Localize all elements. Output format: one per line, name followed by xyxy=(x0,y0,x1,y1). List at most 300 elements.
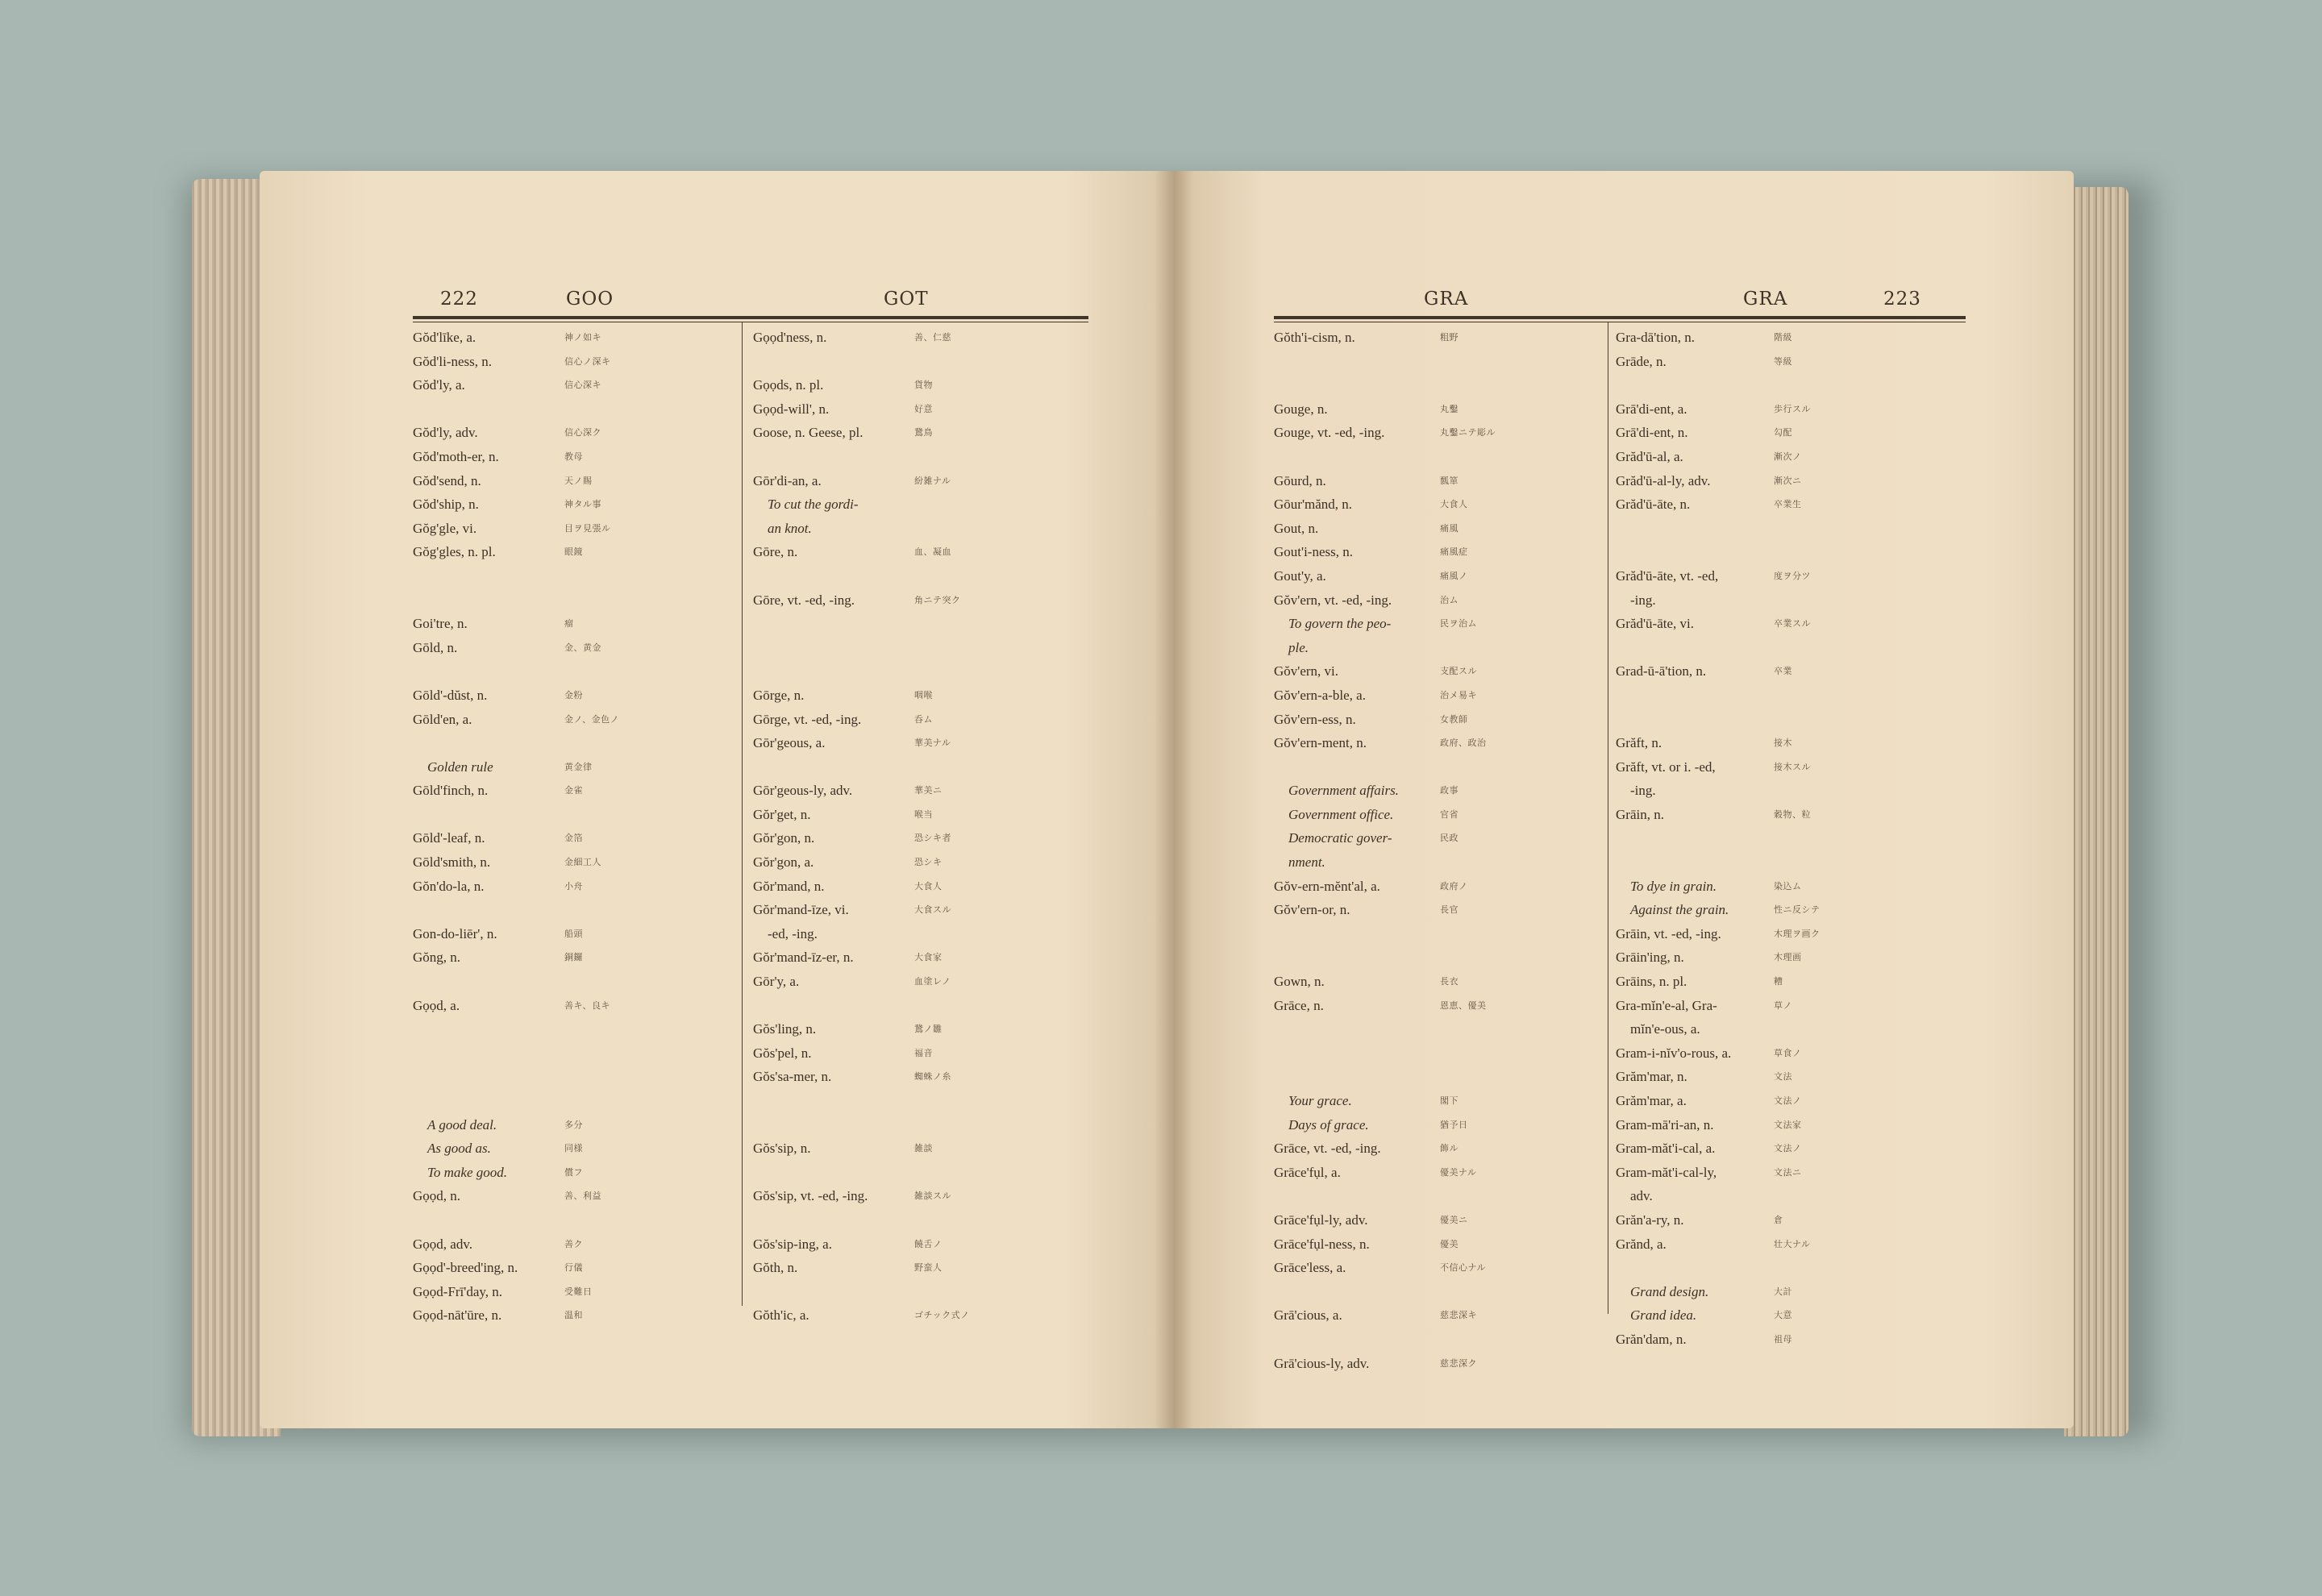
dictionary-entry xyxy=(1274,708,1600,732)
headword: Gŏv'ern-ess, n. xyxy=(1274,711,1356,727)
headword: -ed, -ing. xyxy=(768,925,818,941)
headword: Government office. xyxy=(1288,806,1394,822)
dictionary-entry xyxy=(413,779,735,803)
headword: Grăd'ū-al, a. xyxy=(1616,448,1683,464)
dictionary-entry xyxy=(413,1137,735,1161)
headword: Grāce'fụl, a. xyxy=(1274,1164,1341,1180)
headword: Grā'cious, a. xyxy=(1274,1307,1342,1324)
dictionary-entry xyxy=(413,850,735,875)
dictionary-entry xyxy=(1616,850,1966,875)
dictionary-entry xyxy=(753,708,1088,732)
definition: 猶予日 xyxy=(1440,1119,1468,1130)
definition: 鵞ノ雛 xyxy=(914,1024,943,1035)
definition: 治ム xyxy=(1440,594,1459,605)
headword: Gŏd'ship, n. xyxy=(413,497,479,513)
dictionary-entry xyxy=(1274,1017,1600,1041)
headword: Grā'cious-ly, adv. xyxy=(1274,1355,1370,1371)
definition: 痛風ノ xyxy=(1440,570,1468,581)
dictionary-entry xyxy=(413,994,735,1018)
dictionary-entry xyxy=(1274,612,1600,636)
dictionary-entry xyxy=(1616,397,1966,422)
page-number-left: 222 xyxy=(440,289,478,310)
definition: 接木スル xyxy=(1774,761,1811,772)
dictionary-entry xyxy=(753,517,1088,541)
dictionary-entry xyxy=(1616,469,1966,493)
definition: 倉 xyxy=(1774,1214,1783,1225)
headword: Government affairs. xyxy=(1288,783,1399,799)
headword: Gown, n. xyxy=(1274,974,1325,990)
dictionary-entry xyxy=(1274,1232,1600,1257)
headword: Gŏs'pel, n. xyxy=(753,1045,812,1061)
headword: Golden rule xyxy=(427,759,493,775)
dictionary-entry xyxy=(1274,350,1600,374)
definition: 文法ノ xyxy=(1774,1095,1802,1106)
guide-word-left-1: GOO xyxy=(566,289,614,310)
headword: Grā'di-ent, a. xyxy=(1616,401,1687,417)
dictionary-entry xyxy=(1616,803,1966,827)
definition: 祖母 xyxy=(1774,1333,1792,1345)
dictionary-entry xyxy=(413,1017,735,1041)
dictionary-entry xyxy=(1616,946,1966,970)
definition: 大食人 xyxy=(914,880,943,892)
dictionary-entry xyxy=(1274,850,1600,875)
dictionary-entry xyxy=(1616,326,1966,350)
headword: Gŏr'mand-īz-er, n. xyxy=(753,950,854,966)
dictionary-entry xyxy=(1274,397,1600,422)
headword: Gŏv-ern-mĕnt'al, a. xyxy=(1274,878,1380,894)
definition: 金雀 xyxy=(564,785,583,796)
dictionary-entry xyxy=(1616,421,1966,445)
definition: 慈悲深ク xyxy=(1440,1357,1477,1369)
definition: 金ノ、金色ノ xyxy=(564,713,620,725)
definition: 草ノ xyxy=(1774,1000,1792,1011)
dictionary-entry xyxy=(413,970,735,994)
dictionary-entry xyxy=(1274,517,1600,541)
headword: Grăd'ū-al-ly, adv. xyxy=(1616,472,1711,488)
dictionary-entry xyxy=(413,826,735,850)
definition: 同様 xyxy=(564,1143,583,1154)
headword: Gōurd, n. xyxy=(1274,472,1326,488)
dictionary-entry xyxy=(1616,970,1966,994)
dictionary-entry xyxy=(1616,994,1966,1018)
dictionary-entry xyxy=(753,898,1088,922)
column-divider xyxy=(742,322,743,1306)
dictionary-entry xyxy=(1616,708,1966,732)
dictionary-entry xyxy=(1616,779,1966,803)
dictionary-entry xyxy=(413,588,735,613)
headword: Gon-do-liēr', n. xyxy=(413,925,497,941)
definition: 瓢箪 xyxy=(1440,475,1459,486)
definition: 民ヲ治ム xyxy=(1440,618,1477,630)
headword: Gọọd-nāt'ūre, n. xyxy=(413,1307,502,1324)
dictionary-entry xyxy=(1274,540,1600,564)
dictionary-entry xyxy=(1616,1137,1966,1161)
headword: Gōr'geous-ly, adv. xyxy=(753,783,853,799)
definition: 勾配 xyxy=(1774,427,1792,438)
definition: 階級 xyxy=(1774,332,1792,343)
dictionary-entry xyxy=(1274,636,1600,660)
dictionary-entry xyxy=(413,755,735,779)
definition: 文法 xyxy=(1774,1071,1792,1083)
definition: 等級 xyxy=(1774,355,1792,367)
header-rule xyxy=(1274,316,1966,319)
dictionary-entry xyxy=(1274,779,1600,803)
dictionary-entry xyxy=(413,1208,735,1232)
dictionary-entry xyxy=(753,875,1088,899)
dictionary-entry xyxy=(1616,875,1966,899)
definition: 漸次ニ xyxy=(1774,475,1802,486)
definition: 政府、政治 xyxy=(1440,738,1487,749)
headword: Gout, n. xyxy=(1274,520,1319,536)
definition: 慈悲深キ xyxy=(1440,1310,1477,1321)
dictionary-entry xyxy=(1616,826,1966,850)
definition: 善、仁慈 xyxy=(914,332,951,343)
definition: 金粉 xyxy=(564,689,583,700)
headword: Gŏs'sip, vt. -ed, -ing. xyxy=(753,1188,868,1204)
dictionary-entry xyxy=(753,755,1088,779)
dictionary-entry xyxy=(413,636,735,660)
definition: 小舟 xyxy=(564,880,583,892)
dictionary-entry xyxy=(753,326,1088,350)
headword: Gŏv'ern-ment, n. xyxy=(1274,735,1367,751)
dictionary-entry xyxy=(753,994,1088,1018)
headword: Gōre, vt. -ed, -ing. xyxy=(753,592,855,608)
dictionary-entry xyxy=(1616,898,1966,922)
dictionary-entry xyxy=(413,1303,735,1328)
definition: 銅鑼 xyxy=(564,952,583,963)
headword: Gọọds, n. pl. xyxy=(753,377,824,393)
definition: 船頭 xyxy=(564,928,583,939)
definition: 信心深キ xyxy=(564,380,601,391)
dictionary-entry xyxy=(1616,1303,1966,1328)
definition: 痛風症 xyxy=(1440,547,1468,558)
headword: Gọọd, n. xyxy=(413,1188,461,1204)
dictionary-entry xyxy=(413,469,735,493)
dictionary-entry xyxy=(413,326,735,350)
dictionary-entry xyxy=(413,1184,735,1208)
definition: 目ヲ見張ル xyxy=(564,522,611,534)
headword: Grāce'fụl-ly, adv. xyxy=(1274,1212,1368,1228)
dictionary-entry xyxy=(1274,755,1600,779)
headword: Gŏd'ly, a. xyxy=(413,377,465,393)
headword: Gōur'mănd, n. xyxy=(1274,497,1353,513)
headword: Grăm'mar, n. xyxy=(1616,1069,1687,1085)
dictionary-entry xyxy=(1274,469,1600,493)
headword: Gŏv'ern-a-ble, a. xyxy=(1274,687,1366,703)
headword: Grāins, n. pl. xyxy=(1616,974,1687,990)
dictionary-entry xyxy=(1616,612,1966,636)
headword: A good deal. xyxy=(427,1116,497,1133)
dictionary-entry xyxy=(1616,1232,1966,1257)
definition: 喉当 xyxy=(914,808,933,820)
dictionary-entry xyxy=(753,540,1088,564)
definition: 染込ム xyxy=(1774,880,1802,892)
book-gutter xyxy=(1155,171,1193,1428)
dictionary-entry xyxy=(1274,1113,1600,1137)
headword: Gōld, n. xyxy=(413,639,458,655)
definition: 雑談スル xyxy=(914,1191,951,1202)
dictionary-entry xyxy=(1274,946,1600,970)
headword: To make good. xyxy=(427,1164,508,1180)
definition: 温和 xyxy=(564,1310,583,1321)
definition: 眼鏡 xyxy=(564,547,583,558)
dictionary-entry xyxy=(1274,970,1600,994)
dictionary-entry xyxy=(413,731,735,755)
dictionary-entry xyxy=(1274,994,1600,1018)
dictionary-entry xyxy=(1274,564,1600,588)
headword: Grăm'mar, a. xyxy=(1616,1093,1687,1108)
definition: 優美 xyxy=(1440,1238,1459,1249)
left-page-column-2 xyxy=(753,326,1088,1328)
definition: 多分 xyxy=(564,1119,583,1130)
definition: 教母 xyxy=(564,451,583,462)
definition: 文法家 xyxy=(1774,1119,1802,1130)
dictionary-entry xyxy=(413,803,735,827)
dictionary-entry xyxy=(1274,1161,1600,1185)
headword: Grand idea. xyxy=(1630,1307,1697,1324)
dictionary-entry xyxy=(1274,898,1600,922)
dictionary-entry xyxy=(1616,684,1966,708)
headword: Grāin'ing, n. xyxy=(1616,950,1684,966)
definition: 咽喉 xyxy=(914,689,933,700)
dictionary-entry xyxy=(753,850,1088,875)
headword: Grăft, vt. or i. -ed, xyxy=(1616,759,1716,775)
dictionary-entry xyxy=(753,636,1088,660)
headword: an knot. xyxy=(768,520,812,536)
dictionary-entry xyxy=(1616,493,1966,517)
headword: Gŏng, n. xyxy=(413,950,461,966)
headword: To cut the gordi- xyxy=(768,497,859,513)
headword: Gŏd'send, n. xyxy=(413,472,481,488)
dictionary-entry xyxy=(753,1184,1088,1208)
definition: 大食人 xyxy=(1440,499,1468,510)
headword: Gōld'-dŭst, n. xyxy=(413,687,488,703)
headword: Gŏth'ic, a. xyxy=(753,1307,809,1324)
dictionary-entry xyxy=(413,373,735,397)
dictionary-entry xyxy=(753,1089,1088,1113)
definition: 紛雑ナル xyxy=(914,475,951,486)
headword: Gōld'-leaf, n. xyxy=(413,830,485,846)
headword: Gŏr'mand-īze, vi. xyxy=(753,902,849,918)
definition: 政府ノ xyxy=(1440,880,1468,892)
dictionary-entry xyxy=(413,708,735,732)
dictionary-entry xyxy=(753,612,1088,636)
headword: Your grace. xyxy=(1288,1093,1352,1108)
dictionary-entry xyxy=(413,659,735,684)
dictionary-entry xyxy=(1616,540,1966,564)
definition: 信心深ク xyxy=(564,427,601,438)
dictionary-entry xyxy=(753,564,1088,588)
definition: 貨物 xyxy=(914,380,933,391)
definition: 角ニテ突ク xyxy=(914,594,961,605)
dictionary-entry xyxy=(1274,588,1600,613)
dictionary-entry xyxy=(753,970,1088,994)
dictionary-entry xyxy=(413,397,735,422)
dictionary-entry xyxy=(1616,1089,1966,1113)
definition: 福音 xyxy=(914,1047,933,1058)
headword: -ing. xyxy=(1630,592,1656,608)
dictionary-entry xyxy=(753,493,1088,517)
dictionary-entry xyxy=(1274,1256,1600,1280)
headword: Gra-dā'tion, n. xyxy=(1616,330,1695,345)
definition: 野蛮人 xyxy=(914,1262,943,1274)
headword: Gŏd'līke, a. xyxy=(413,330,476,345)
guide-word-left-2: GOT xyxy=(884,289,929,310)
dictionary-entry xyxy=(1616,1256,1966,1280)
definition: 大食家 xyxy=(914,952,943,963)
dictionary-entry xyxy=(1274,1065,1600,1089)
dictionary-entry xyxy=(413,493,735,517)
headword: Gra-mĭn'e-al, Gra- xyxy=(1616,997,1717,1013)
dictionary-entry xyxy=(413,1113,735,1137)
definition: 信心ノ深キ xyxy=(564,355,611,367)
dictionary-entry xyxy=(1616,588,1966,613)
headword: Gōr'di-an, a. xyxy=(753,472,822,488)
dictionary-entry xyxy=(1274,1184,1600,1208)
dictionary-entry xyxy=(753,1065,1088,1089)
definition: 善キ、良キ xyxy=(564,1000,611,1011)
definition: 大意 xyxy=(1774,1310,1792,1321)
definition: 黄金律 xyxy=(564,761,593,772)
headword: Grāce'fụl-ness, n. xyxy=(1274,1236,1370,1252)
dictionary-entry xyxy=(753,1232,1088,1257)
headword: To dye in grain. xyxy=(1630,878,1717,894)
definition: 血塗レノ xyxy=(914,976,951,987)
dictionary-entry xyxy=(753,373,1088,397)
definition: 粗野 xyxy=(1440,332,1459,343)
dictionary-entry xyxy=(413,1065,735,1089)
headword: Democratic gover- xyxy=(1288,830,1392,846)
definition: 好意 xyxy=(914,403,933,414)
dictionary-entry xyxy=(753,803,1088,827)
definition: 飾ル xyxy=(1440,1143,1459,1154)
definition: 行儀 xyxy=(564,1262,583,1274)
headword: Gŏs'sa-mer, n. xyxy=(753,1069,832,1085)
definition: 天ノ賜 xyxy=(564,475,593,486)
headword: Grad-ū-ā'tion, n. xyxy=(1616,663,1707,680)
definition: 雑談 xyxy=(914,1143,933,1154)
dictionary-entry xyxy=(1274,445,1600,469)
definition: 大計 xyxy=(1774,1286,1792,1297)
dictionary-entry xyxy=(753,1280,1088,1304)
definition: 支配スル xyxy=(1440,666,1477,677)
dictionary-entry xyxy=(1616,445,1966,469)
headword: Gŏd'li-ness, n. xyxy=(413,353,492,369)
definition: 卒業 xyxy=(1774,666,1792,677)
definition: ゴチック式ノ xyxy=(914,1310,970,1321)
dictionary-entry xyxy=(413,421,735,445)
dictionary-entry xyxy=(413,564,735,588)
definition: 糟 xyxy=(1774,976,1783,987)
headword: -ing. xyxy=(1630,783,1656,799)
headword: Gŏs'sip, n. xyxy=(753,1141,811,1157)
dictionary-entry xyxy=(753,1017,1088,1041)
definition: 善、利益 xyxy=(564,1191,601,1202)
headword: Gŏr'get, n. xyxy=(753,806,811,822)
headword: To govern the peo- xyxy=(1288,616,1392,632)
dictionary-entry xyxy=(1274,684,1600,708)
dictionary-entry xyxy=(1616,1208,1966,1232)
definition: 民政 xyxy=(1440,833,1459,844)
headword: Gọọd'ness, n. xyxy=(753,330,827,345)
headword: Grănd, a. xyxy=(1616,1236,1667,1252)
dictionary-entry xyxy=(413,946,735,970)
headword: Gŏv'ern, vt. -ed, -ing. xyxy=(1274,592,1392,608)
dictionary-entry xyxy=(1616,755,1966,779)
dictionary-entry xyxy=(1616,373,1966,397)
headword: Grāin, n. xyxy=(1616,806,1664,822)
definition: 度ヲ分ツ xyxy=(1774,570,1811,581)
definition: 饒舌ノ xyxy=(914,1238,943,1249)
dictionary-entry xyxy=(1274,826,1600,850)
definition: 善ク xyxy=(564,1238,583,1249)
dictionary-entry xyxy=(1274,1303,1600,1328)
dictionary-entry xyxy=(1274,1352,1600,1376)
headword: Gŏn'do-la, n. xyxy=(413,878,485,894)
headword: Gọọd-Frī'day, n. xyxy=(413,1283,503,1299)
definition: 大食スル xyxy=(914,904,951,916)
dictionary-entry xyxy=(1616,517,1966,541)
page-number-right: 223 xyxy=(1883,289,1921,310)
dictionary-entry xyxy=(413,898,735,922)
dictionary-entry xyxy=(753,779,1088,803)
definition: 金箔 xyxy=(564,833,583,844)
right-page-column-2 xyxy=(1616,326,1966,1352)
dictionary-entry xyxy=(1274,1089,1600,1113)
dictionary-entry xyxy=(753,1256,1088,1280)
definition: 蜘蛛ノ糸 xyxy=(914,1071,951,1083)
header-rule xyxy=(413,316,1088,319)
headword: Gọọd'-breed'ing, n. xyxy=(413,1260,518,1276)
dictionary-entry xyxy=(1274,922,1600,946)
dictionary-entry xyxy=(1616,1161,1966,1185)
dictionary-entry xyxy=(1274,1280,1600,1304)
dictionary-entry xyxy=(1616,659,1966,684)
headword: Grāin, vt. -ed, -ing. xyxy=(1616,925,1721,941)
definition: 接木 xyxy=(1774,738,1792,749)
definition: 華美ナル xyxy=(914,738,951,749)
headword: Gŏth, n. xyxy=(753,1260,798,1276)
headword: Gŏv'ern-or, n. xyxy=(1274,902,1350,918)
headword: Grăd'ū-āte, vi. xyxy=(1616,616,1694,632)
dictionary-entry xyxy=(413,612,735,636)
dictionary-entry xyxy=(753,826,1088,850)
headword: Gŏs'ling, n. xyxy=(753,1021,817,1037)
dictionary-entry xyxy=(753,1161,1088,1185)
definition: 卒業スル xyxy=(1774,618,1811,630)
headword: Against the grain. xyxy=(1630,902,1729,918)
headword: Grāce, n. xyxy=(1274,997,1324,1013)
definition: 恐シキ xyxy=(914,857,943,868)
definition: 神ノ如キ xyxy=(564,332,601,343)
headword: Grăft, n. xyxy=(1616,735,1662,751)
definition: 穀物、粒 xyxy=(1774,808,1811,820)
headword: Grăn'dam, n. xyxy=(1616,1331,1687,1347)
dictionary-entry xyxy=(753,397,1088,422)
headword: Gŏth'i-cism, n. xyxy=(1274,330,1355,345)
dictionary-entry xyxy=(1274,803,1600,827)
dictionary-entry xyxy=(413,1089,735,1113)
headword: Gŏd'moth-er, n. xyxy=(413,448,499,464)
dictionary-entry xyxy=(413,922,735,946)
dictionary-entry xyxy=(413,350,735,374)
dictionary-entry xyxy=(1274,1137,1600,1161)
dictionary-entry xyxy=(753,1208,1088,1232)
dictionary-entry xyxy=(753,946,1088,970)
headword: Gŏg'gles, n. pl. xyxy=(413,544,496,560)
dictionary-entry xyxy=(1274,421,1600,445)
headword: Gŏg'gle, vi. xyxy=(413,520,477,536)
